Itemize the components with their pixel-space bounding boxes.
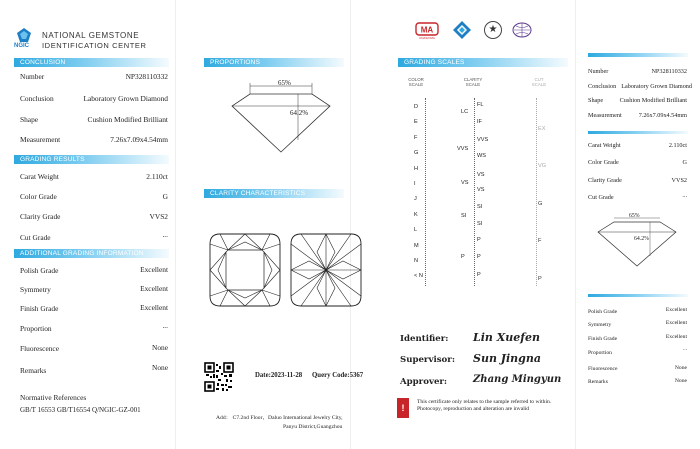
card-mid-bar [588,131,688,134]
card-conclusion-label: Conclusion [588,83,617,90]
address-line2: Panyu District,Guangzhou [283,424,343,430]
card-remarks-label: Remarks [588,379,608,385]
card-proportion-value: ... [682,346,687,352]
card-remarks-value: None [674,378,687,384]
star-seal-icon: ★ [484,21,502,39]
cut-scale-line [536,98,537,286]
card-number-value: NP328110332 [651,68,687,75]
clarity-scale-grade: P [477,254,481,260]
grading-results-header [14,155,169,164]
color-scale-grade: E [414,119,418,126]
card-table-percent: 65% [629,213,640,219]
cut-scale-grade: G [538,201,543,207]
query-code: Query Code:5367 [312,372,364,379]
fold-line-3 [575,0,576,449]
clarity-scale-grade: SI [477,204,483,210]
depth-percent: 64.2% [290,109,309,117]
clarity-scale-grade: FL [477,102,484,108]
identifier-label: Identifier: [400,334,449,344]
cut-scale-grade: F [538,238,542,244]
card-measurement-value: 7.26x7.09x4.54mm [638,112,687,119]
card-depth-percent: 64.2% [634,236,649,242]
shape-label: Shape [20,115,39,124]
color-scale-grade: J [414,196,417,203]
color-scale-grade: < N [414,273,423,280]
card-clarity-label: Clarity Grade [588,177,622,184]
cut-value: ... [162,230,168,239]
card-proportion-label: Proportion [588,350,612,356]
card-conclusion-value: Laboratory Grown Diamond [621,83,692,90]
table-percent: 65% [278,79,291,87]
card-color-value: G [682,159,687,166]
card-carat-value: 2.110ct [668,142,687,149]
ngic-logo-text: NGIC [14,43,29,49]
clarity-scale-grade: VS [477,172,485,178]
grading-results-header-label: GRADING RESULTS [20,156,85,163]
carat-value: 2.110ct [146,172,168,181]
clarity-scale-group: P [461,254,465,260]
clarity-scale-line [474,98,475,286]
card-number-label: Number [588,68,609,75]
ngic-logo-icon [17,28,31,42]
clarity-scale-group: LC [461,109,469,115]
cut-scale-grade: VG [538,163,547,169]
cut-scale-grade: EX [538,126,546,132]
normative-title: Normative References [20,393,87,402]
additional-header-label: ADDITIONAL GRADING INFORMATION [20,250,144,257]
clarity-scale-group: SI [461,213,467,219]
notice-text: This certificate only relates to the sample referred to within. Photocopy, reproduction and alteration are invalid [417,399,552,412]
card-polish-label: Polish Grade [588,309,618,315]
clarity-scale-group: VS [461,180,469,186]
clarity-scale-grade: VS [477,187,485,193]
card-fluorescence-label: Fluorescence [588,366,618,372]
org-name-line1: NATIONAL GEMSTONE [42,31,140,40]
proportions-header [204,58,344,67]
card-shape-label: Shape [588,97,604,104]
card-proportions-diagram [592,212,682,272]
grading-scales-header [398,58,568,67]
color-scale-grade: H [414,165,419,172]
card-cut-value: ... [682,192,687,199]
card-cut-label: Cut Grade [588,194,614,201]
color-scale-line [425,98,426,286]
clarity-scale-grade: P [477,272,481,278]
cut-label: Cut Grade [20,233,51,242]
ilac-seal-icon [512,22,532,38]
cut-scale-grade: P [538,276,542,282]
cma-seal [415,22,439,40]
supervisor-signature: Sun Jingna [473,352,541,365]
clarity-scale-title: CLARITY SCALE [463,77,483,87]
card-carat-label: Carat Weight [588,142,621,149]
color-scale-grade: N [414,258,419,264]
fold-line-2 [350,0,351,449]
color-value: G [162,192,168,201]
org-name-line2: IDENTIFICATION CENTER [42,41,147,50]
color-scale-grade: D [414,104,419,110]
finish-value: Excellent [140,303,168,312]
conclusion-header-label: CONCLUSION [20,59,66,66]
fold-line-1 [175,0,176,449]
cma-seal-text: MA [420,25,434,35]
clarity-value: VVS2 [149,212,168,221]
color-scale-grade: L [414,227,418,234]
normative-refs: GB/T 16553 GB/T16554 Q/NGIC-GZ-001 [20,406,141,414]
polish-value: Excellent [140,265,168,274]
color-scale-title: COLOR SCALE [408,77,424,87]
color-scale-grade: M [414,242,419,249]
clarity-characteristics-header [204,189,344,198]
supervisor-label: Supervisor: [400,355,455,365]
identifier-signature: Lin Xuefen [473,331,540,344]
approver-label: Approver: [400,377,448,387]
card-finish-value: Excellent [665,334,687,340]
cma-seal-subtext: CNAS/CMA [419,36,435,40]
crown-plot-diagram [208,232,282,308]
proportions-header-label: PROPORTIONS [210,59,261,66]
card-measurement-label: Measurement [588,112,622,119]
color-scale-grade: F [414,134,418,141]
card-top-bar [588,53,688,57]
color-label: Color Grade [20,192,57,201]
fluorescence-label: Fluorescence [20,344,59,353]
polish-label: Polish Grade [20,266,59,275]
card-color-label: Color Grade [588,159,619,166]
symmetry-label: Symmetry [20,285,51,294]
measurement-value: 7.26x7.09x4.54mm [110,135,168,144]
card-finish-label: Finish Grade [588,336,618,342]
card-symmetry-label: Symmetry [588,322,612,328]
diamond-seal-icon [452,20,472,40]
fluorescence-value: None [151,343,168,352]
carat-label: Carat Weight [20,172,59,181]
address-line1: Add： C7.2nd Floor，Daluo International Jewelry City, [216,415,343,421]
card-fluorescence-value: None [674,365,687,371]
notice-warning-icon: ! [397,398,409,418]
card-symmetry-value: Excellent [665,320,687,326]
conclusion-value: Laboratory Grown Diamond [83,94,168,103]
clarity-scale-group: VVS [457,146,469,152]
issue-date: Date:2023-11-28 [255,372,303,379]
finish-label: Finish Grade [20,304,59,313]
clarity-header-label: CLARITY CHARACTERISTICS [210,190,306,197]
card-clarity-value: VVS2 [671,177,687,184]
additional-header [14,249,169,258]
remarks-value: None [151,363,168,372]
qr-code[interactable] [204,362,234,392]
measurement-label: Measurement [20,135,61,144]
clarity-scale-grade: IF [477,119,482,125]
number-value: NP328110332 [125,72,168,81]
clarity-scale-grade: VVS [477,137,489,143]
card-polish-value: Excellent [665,307,687,313]
color-scale-grade: I [414,181,416,187]
conclusion-label: Conclusion [20,94,54,103]
proportion-label: Proportion [20,324,52,333]
color-scale-grade: K [414,211,418,218]
card-lower-bar [588,294,688,297]
cut-scale-title: CUT SCALE [531,77,547,87]
card-shape-value: Cushion Modified Brilliant [619,97,687,104]
clarity-scale-grade: P [477,237,481,243]
approver-signature: Zhang Mingyun [473,374,562,385]
clarity-scale-grade: WS [477,153,487,159]
proportion-value: ... [162,321,168,330]
number-label: Number [20,72,45,81]
symmetry-value: Excellent [140,284,168,293]
remarks-label: Remarks [20,366,47,375]
proportions-diagram [226,80,336,160]
clarity-label: Clarity Grade [20,212,61,221]
pavilion-plot-diagram [289,232,363,308]
grading-scales-header-label: GRADING SCALES [404,59,465,66]
clarity-scale-grade: SI [477,221,483,227]
conclusion-header [14,58,169,67]
color-scale-grade: G [414,150,419,157]
shape-value: Cushion Modified Brilliant [87,115,168,124]
